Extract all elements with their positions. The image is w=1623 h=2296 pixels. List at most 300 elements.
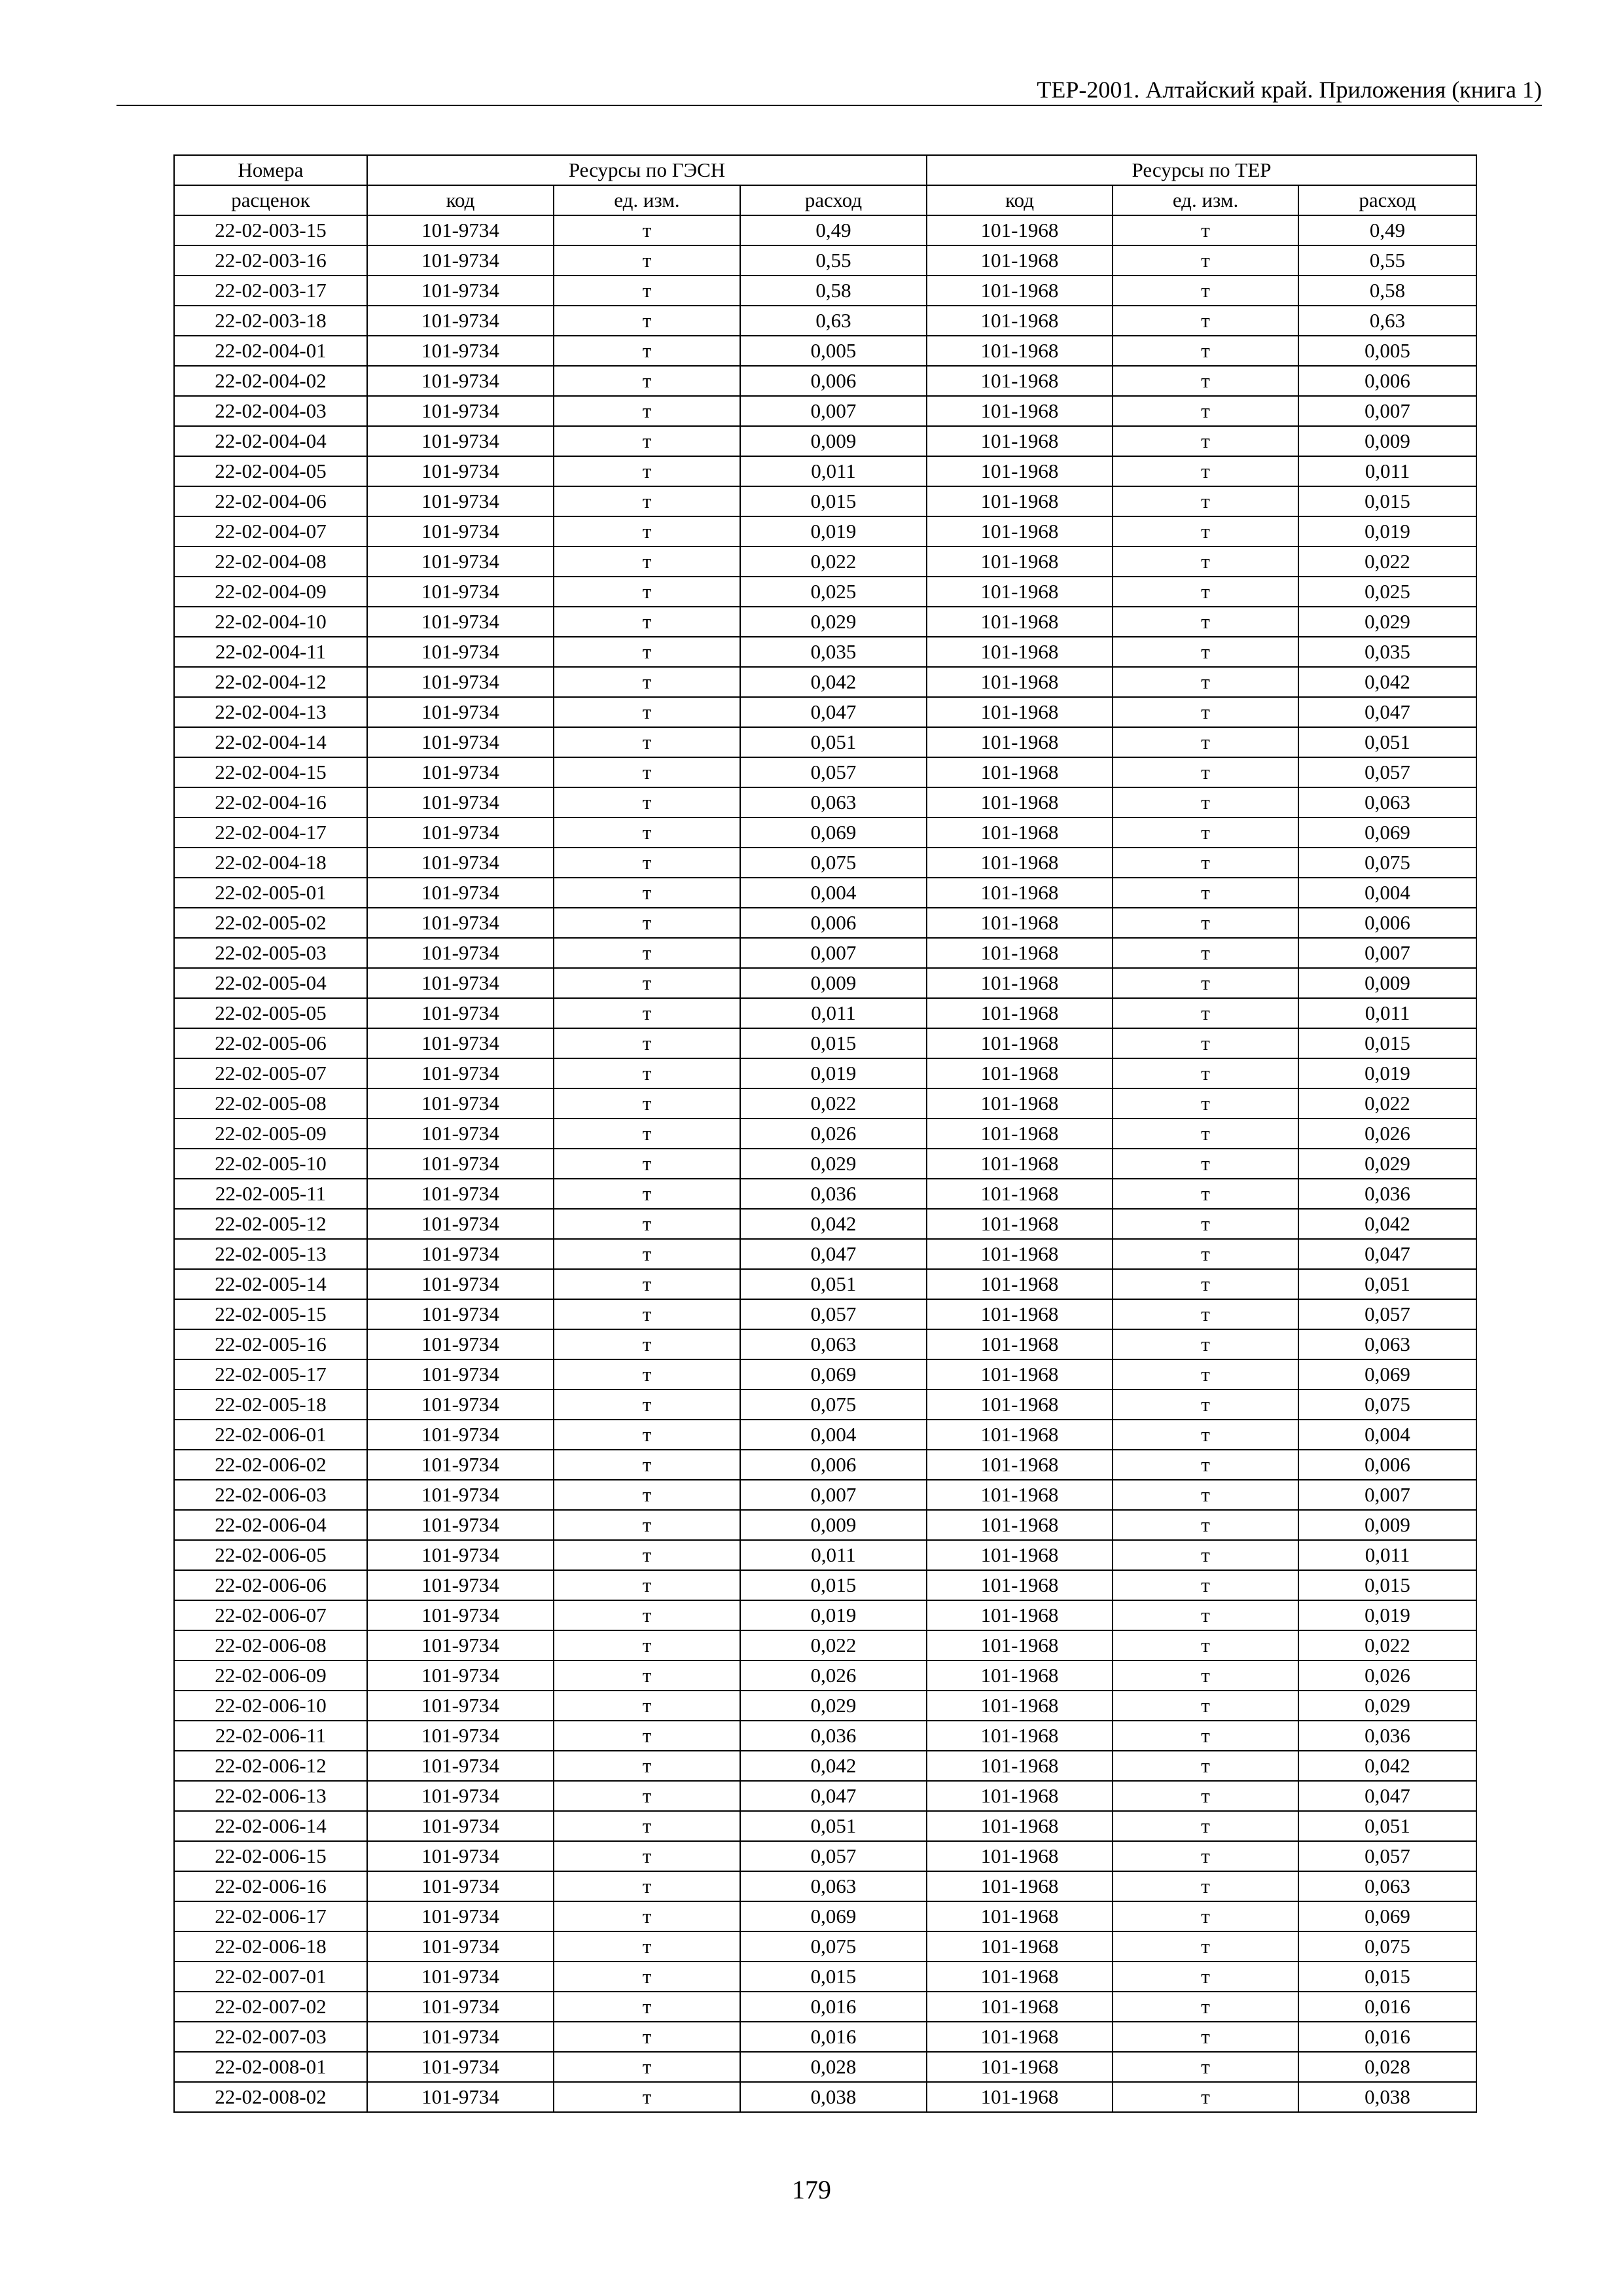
header-gesn-amount: расход	[740, 185, 927, 215]
cell-gesn-code: 101-9734	[367, 727, 554, 757]
table-row	[174, 306, 1476, 336]
cell-ter-code: 101-1968	[927, 1901, 1113, 1931]
cell-ter-unit: т	[1113, 426, 1298, 456]
cell-ter-amount: 0,026	[1298, 1119, 1476, 1149]
cell-gesn-code: 101-9734	[367, 1510, 554, 1540]
header-ter-code: код	[927, 185, 1113, 215]
cell-gesn-code: 101-9734	[367, 456, 554, 486]
cell-gesn-amount: 0,063	[740, 787, 927, 817]
cell-ter-unit: т	[1113, 1299, 1298, 1329]
cell-gesn-unit: т	[554, 1450, 740, 1480]
cell-rate-number: 22-02-005-09	[174, 1119, 367, 1149]
table-row	[174, 1570, 1476, 1600]
cell-ter-amount: 0,015	[1298, 1028, 1476, 1058]
table-row	[174, 1901, 1476, 1931]
cell-ter-amount: 0,016	[1298, 2022, 1476, 2052]
cell-ter-code: 101-1968	[927, 1359, 1113, 1390]
cell-rate-number: 22-02-004-11	[174, 637, 367, 667]
cell-ter-amount: 0,49	[1298, 215, 1476, 245]
cell-ter-code: 101-1968	[927, 577, 1113, 607]
cell-gesn-code: 101-9734	[367, 607, 554, 637]
table-row	[174, 1630, 1476, 1660]
cell-ter-amount: 0,015	[1298, 486, 1476, 516]
cell-ter-code: 101-1968	[927, 2052, 1113, 2082]
cell-ter-unit: т	[1113, 1420, 1298, 1450]
cell-gesn-unit: т	[554, 1058, 740, 1088]
cell-gesn-amount: 0,036	[740, 1179, 927, 1209]
cell-rate-number: 22-02-006-08	[174, 1630, 367, 1660]
cell-gesn-amount: 0,035	[740, 637, 927, 667]
cell-rate-number: 22-02-006-05	[174, 1540, 367, 1570]
cell-gesn-amount: 0,026	[740, 1119, 927, 1149]
cell-ter-code: 101-1968	[927, 1570, 1113, 1600]
table-row	[174, 1871, 1476, 1901]
cell-ter-code: 101-1968	[927, 607, 1113, 637]
table-row	[174, 1239, 1476, 1269]
cell-ter-amount: 0,019	[1298, 1600, 1476, 1630]
cell-gesn-amount: 0,057	[740, 1299, 927, 1329]
cell-gesn-unit: т	[554, 1390, 740, 1420]
cell-ter-amount: 0,029	[1298, 1691, 1476, 1721]
cell-gesn-amount: 0,057	[740, 1841, 927, 1871]
cell-gesn-code: 101-9734	[367, 1721, 554, 1751]
cell-gesn-unit: т	[554, 1119, 740, 1149]
cell-rate-number: 22-02-006-09	[174, 1660, 367, 1691]
table-header	[174, 155, 1476, 215]
cell-gesn-unit: т	[554, 1781, 740, 1811]
cell-gesn-unit: т	[554, 1269, 740, 1299]
table-row	[174, 2082, 1476, 2112]
cell-gesn-unit: т	[554, 1570, 740, 1600]
cell-gesn-code: 101-9734	[367, 1299, 554, 1329]
cell-rate-number: 22-02-004-15	[174, 757, 367, 787]
cell-rate-number: 22-02-004-06	[174, 486, 367, 516]
cell-gesn-unit: т	[554, 968, 740, 998]
cell-ter-unit: т	[1113, 1841, 1298, 1871]
cell-gesn-unit: т	[554, 577, 740, 607]
cell-ter-amount: 0,004	[1298, 878, 1476, 908]
table-row	[174, 1841, 1476, 1871]
cell-gesn-code: 101-9734	[367, 1871, 554, 1901]
table-row	[174, 1420, 1476, 1450]
cell-gesn-code: 101-9734	[367, 787, 554, 817]
cell-ter-amount: 0,029	[1298, 607, 1476, 637]
cell-ter-code: 101-1968	[927, 426, 1113, 456]
cell-rate-number: 22-02-004-08	[174, 547, 367, 577]
table-body	[174, 215, 1476, 2112]
cell-ter-unit: т	[1113, 998, 1298, 1028]
page-number: 179	[792, 2175, 831, 2204]
header-rate-numbers: Номера	[174, 155, 367, 185]
cell-gesn-amount: 0,051	[740, 1269, 927, 1299]
cell-ter-amount: 0,011	[1298, 998, 1476, 1028]
cell-ter-amount: 0,069	[1298, 1359, 1476, 1390]
cell-ter-amount: 0,075	[1298, 1931, 1476, 1962]
table-row	[174, 757, 1476, 787]
rates-table	[173, 154, 1477, 2113]
cell-ter-unit: т	[1113, 516, 1298, 547]
cell-gesn-unit: т	[554, 547, 740, 577]
cell-rate-number: 22-02-008-01	[174, 2052, 367, 2082]
cell-ter-unit: т	[1113, 1992, 1298, 2022]
table-row	[174, 1992, 1476, 2022]
cell-gesn-unit: т	[554, 1149, 740, 1179]
cell-ter-code: 101-1968	[927, 1781, 1113, 1811]
cell-ter-amount: 0,005	[1298, 336, 1476, 366]
table-row	[174, 1329, 1476, 1359]
cell-gesn-unit: т	[554, 1600, 740, 1630]
cell-rate-number: 22-02-005-17	[174, 1359, 367, 1390]
cell-rate-number: 22-02-004-10	[174, 607, 367, 637]
cell-ter-amount: 0,58	[1298, 276, 1476, 306]
cell-gesn-unit: т	[554, 667, 740, 697]
cell-ter-amount: 0,042	[1298, 1751, 1476, 1781]
cell-rate-number: 22-02-007-01	[174, 1962, 367, 1992]
cell-gesn-code: 101-9734	[367, 1450, 554, 1480]
cell-gesn-unit: т	[554, 1691, 740, 1721]
cell-ter-amount: 0,047	[1298, 1781, 1476, 1811]
cell-gesn-unit: т	[554, 908, 740, 938]
cell-gesn-unit: т	[554, 396, 740, 426]
cell-gesn-unit: т	[554, 757, 740, 787]
cell-gesn-code: 101-9734	[367, 396, 554, 426]
cell-gesn-amount: 0,075	[740, 1931, 927, 1962]
cell-ter-code: 101-1968	[927, 336, 1113, 366]
cell-ter-code: 101-1968	[927, 1269, 1113, 1299]
cell-rate-number: 22-02-006-03	[174, 1480, 367, 1510]
cell-rate-number: 22-02-005-11	[174, 1179, 367, 1209]
cell-gesn-unit: т	[554, 1239, 740, 1269]
cell-ter-code: 101-1968	[927, 1811, 1113, 1841]
cell-ter-code: 101-1968	[927, 1871, 1113, 1901]
cell-gesn-code: 101-9734	[367, 637, 554, 667]
cell-gesn-code: 101-9734	[367, 1962, 554, 1992]
cell-ter-code: 101-1968	[927, 938, 1113, 968]
table-row	[174, 998, 1476, 1028]
cell-ter-code: 101-1968	[927, 396, 1113, 426]
table-row	[174, 1390, 1476, 1420]
cell-ter-unit: т	[1113, 1149, 1298, 1179]
cell-gesn-code: 101-9734	[367, 1660, 554, 1691]
table-row	[174, 486, 1476, 516]
table-row	[174, 1058, 1476, 1088]
cell-ter-code: 101-1968	[927, 486, 1113, 516]
cell-gesn-unit: т	[554, 938, 740, 968]
cell-gesn-code: 101-9734	[367, 215, 554, 245]
cell-ter-unit: т	[1113, 577, 1298, 607]
cell-gesn-amount: 0,011	[740, 998, 927, 1028]
table-row	[174, 1209, 1476, 1239]
cell-ter-amount: 0,063	[1298, 787, 1476, 817]
cell-ter-amount: 0,051	[1298, 1811, 1476, 1841]
cell-ter-code: 101-1968	[927, 1450, 1113, 1480]
cell-ter-unit: т	[1113, 667, 1298, 697]
cell-ter-code: 101-1968	[927, 1660, 1113, 1691]
cell-ter-amount: 0,55	[1298, 245, 1476, 276]
cell-rate-number: 22-02-004-17	[174, 817, 367, 848]
cell-ter-unit: т	[1113, 366, 1298, 396]
cell-gesn-code: 101-9734	[367, 1811, 554, 1841]
table-row	[174, 1781, 1476, 1811]
cell-gesn-amount: 0,63	[740, 306, 927, 336]
cell-ter-amount: 0,015	[1298, 1570, 1476, 1600]
cell-ter-code: 101-1968	[927, 2022, 1113, 2052]
cell-gesn-unit: т	[554, 306, 740, 336]
cell-ter-code: 101-1968	[927, 1179, 1113, 1209]
cell-rate-number: 22-02-003-17	[174, 276, 367, 306]
cell-gesn-code: 101-9734	[367, 336, 554, 366]
cell-gesn-code: 101-9734	[367, 667, 554, 697]
cell-ter-code: 101-1968	[927, 1209, 1113, 1239]
cell-ter-unit: т	[1113, 1811, 1298, 1841]
cell-ter-unit: т	[1113, 245, 1298, 276]
cell-gesn-unit: т	[554, 276, 740, 306]
cell-ter-code: 101-1968	[927, 817, 1113, 848]
header-gesn-code: код	[367, 185, 554, 215]
cell-ter-amount: 0,006	[1298, 1450, 1476, 1480]
cell-gesn-code: 101-9734	[367, 1931, 554, 1962]
cell-gesn-unit: т	[554, 1299, 740, 1329]
cell-gesn-amount: 0,029	[740, 607, 927, 637]
cell-ter-code: 101-1968	[927, 1931, 1113, 1962]
cell-gesn-amount: 0,49	[740, 215, 927, 245]
cell-gesn-amount: 0,075	[740, 1390, 927, 1420]
cell-gesn-unit: т	[554, 1028, 740, 1058]
cell-ter-unit: т	[1113, 2022, 1298, 2052]
cell-gesn-code: 101-9734	[367, 998, 554, 1028]
cell-ter-code: 101-1968	[927, 727, 1113, 757]
cell-gesn-unit: т	[554, 215, 740, 245]
cell-gesn-code: 101-9734	[367, 276, 554, 306]
cell-gesn-amount: 0,022	[740, 547, 927, 577]
cell-ter-amount: 0,011	[1298, 1540, 1476, 1570]
cell-gesn-unit: т	[554, 878, 740, 908]
cell-ter-code: 101-1968	[927, 1390, 1113, 1420]
cell-gesn-unit: т	[554, 1992, 740, 2022]
cell-rate-number: 22-02-004-05	[174, 456, 367, 486]
cell-ter-unit: т	[1113, 1871, 1298, 1901]
cell-gesn-code: 101-9734	[367, 306, 554, 336]
table-row	[174, 878, 1476, 908]
cell-ter-unit: т	[1113, 1962, 1298, 1992]
table-row	[174, 1691, 1476, 1721]
cell-gesn-code: 101-9734	[367, 1269, 554, 1299]
cell-rate-number: 22-02-005-16	[174, 1329, 367, 1359]
cell-ter-unit: т	[1113, 396, 1298, 426]
cell-ter-unit: т	[1113, 727, 1298, 757]
cell-rate-number: 22-02-003-16	[174, 245, 367, 276]
cell-ter-amount: 0,022	[1298, 1630, 1476, 1660]
cell-gesn-code: 101-9734	[367, 547, 554, 577]
cell-gesn-amount: 0,075	[740, 848, 927, 878]
cell-ter-code: 101-1968	[927, 1841, 1113, 1871]
cell-gesn-amount: 0,026	[740, 1660, 927, 1691]
cell-gesn-amount: 0,006	[740, 366, 927, 396]
cell-rate-number: 22-02-005-05	[174, 998, 367, 1028]
cell-rate-number: 22-02-004-16	[174, 787, 367, 817]
cell-gesn-amount: 0,009	[740, 426, 927, 456]
cell-ter-unit: т	[1113, 1901, 1298, 1931]
cell-gesn-unit: т	[554, 2052, 740, 2082]
cell-ter-code: 101-1968	[927, 456, 1113, 486]
cell-gesn-code: 101-9734	[367, 1179, 554, 1209]
cell-rate-number: 22-02-005-06	[174, 1028, 367, 1058]
cell-gesn-amount: 0,58	[740, 276, 927, 306]
cell-ter-unit: т	[1113, 1630, 1298, 1660]
cell-ter-code: 101-1968	[927, 637, 1113, 667]
cell-gesn-amount: 0,069	[740, 1901, 927, 1931]
cell-gesn-amount: 0,047	[740, 1239, 927, 1269]
cell-gesn-unit: т	[554, 1480, 740, 1510]
table-row	[174, 1179, 1476, 1209]
cell-rate-number: 22-02-004-04	[174, 426, 367, 456]
cell-rate-number: 22-02-005-13	[174, 1239, 367, 1269]
cell-gesn-code: 101-9734	[367, 2022, 554, 2052]
cell-ter-amount: 0,009	[1298, 1510, 1476, 1540]
cell-ter-amount: 0,047	[1298, 1239, 1476, 1269]
cell-ter-code: 101-1968	[927, 306, 1113, 336]
cell-ter-code: 101-1968	[927, 1751, 1113, 1781]
cell-rate-number: 22-02-004-03	[174, 396, 367, 426]
cell-rate-number: 22-02-005-12	[174, 1209, 367, 1239]
cell-gesn-unit: т	[554, 516, 740, 547]
cell-gesn-amount: 0,019	[740, 1600, 927, 1630]
cell-gesn-unit: т	[554, 1660, 740, 1691]
cell-gesn-code: 101-9734	[367, 516, 554, 547]
cell-gesn-amount: 0,015	[740, 1962, 927, 1992]
cell-ter-code: 101-1968	[927, 1420, 1113, 1450]
cell-gesn-amount: 0,007	[740, 396, 927, 426]
cell-ter-amount: 0,036	[1298, 1179, 1476, 1209]
cell-ter-unit: т	[1113, 908, 1298, 938]
cell-rate-number: 22-02-006-11	[174, 1721, 367, 1751]
cell-ter-amount: 0,006	[1298, 908, 1476, 938]
table-row	[174, 547, 1476, 577]
header-gesn-unit: ед. изм.	[554, 185, 740, 215]
cell-ter-code: 101-1968	[927, 1691, 1113, 1721]
cell-ter-unit: т	[1113, 1660, 1298, 1691]
cell-ter-amount: 0,025	[1298, 577, 1476, 607]
cell-gesn-code: 101-9734	[367, 1329, 554, 1359]
cell-ter-amount: 0,063	[1298, 1871, 1476, 1901]
cell-ter-amount: 0,007	[1298, 938, 1476, 968]
cell-gesn-amount: 0,007	[740, 938, 927, 968]
cell-gesn-amount: 0,005	[740, 336, 927, 366]
cell-ter-code: 101-1968	[927, 1028, 1113, 1058]
cell-ter-code: 101-1968	[927, 1510, 1113, 1540]
cell-rate-number: 22-02-006-18	[174, 1931, 367, 1962]
cell-ter-code: 101-1968	[927, 1239, 1113, 1269]
header-rule	[116, 105, 1542, 106]
header-ter-resources: Ресурсы по ТЕР	[927, 155, 1476, 185]
table-row	[174, 1600, 1476, 1630]
cell-ter-code: 101-1968	[927, 1329, 1113, 1359]
table-row	[174, 2052, 1476, 2082]
cell-ter-amount: 0,016	[1298, 1992, 1476, 2022]
cell-gesn-amount: 0,051	[740, 727, 927, 757]
table-row	[174, 2022, 1476, 2052]
cell-gesn-amount: 0,042	[740, 1209, 927, 1239]
cell-ter-code: 101-1968	[927, 968, 1113, 998]
cell-ter-code: 101-1968	[927, 787, 1113, 817]
cell-gesn-code: 101-9734	[367, 2082, 554, 2112]
cell-gesn-code: 101-9734	[367, 1691, 554, 1721]
cell-gesn-amount: 0,006	[740, 1450, 927, 1480]
cell-gesn-amount: 0,063	[740, 1871, 927, 1901]
cell-gesn-unit: т	[554, 1420, 740, 1450]
cell-gesn-unit: т	[554, 817, 740, 848]
cell-gesn-code: 101-9734	[367, 245, 554, 276]
cell-rate-number: 22-02-005-04	[174, 968, 367, 998]
cell-rate-number: 22-02-004-13	[174, 697, 367, 727]
table-row	[174, 787, 1476, 817]
cell-gesn-amount: 0,029	[740, 1691, 927, 1721]
cell-ter-code: 101-1968	[927, 878, 1113, 908]
cell-gesn-code: 101-9734	[367, 1540, 554, 1570]
cell-ter-code: 101-1968	[927, 1149, 1113, 1179]
cell-ter-code: 101-1968	[927, 2082, 1113, 2112]
cell-gesn-amount: 0,009	[740, 968, 927, 998]
table-row	[174, 1149, 1476, 1179]
cell-ter-unit: т	[1113, 1721, 1298, 1751]
cell-gesn-amount: 0,019	[740, 516, 927, 547]
cell-gesn-unit: т	[554, 998, 740, 1028]
cell-gesn-unit: т	[554, 1510, 740, 1540]
cell-ter-amount: 0,004	[1298, 1420, 1476, 1450]
cell-rate-number: 22-02-006-16	[174, 1871, 367, 1901]
cell-gesn-unit: т	[554, 486, 740, 516]
cell-gesn-unit: т	[554, 1359, 740, 1390]
table-row	[174, 1931, 1476, 1962]
cell-gesn-amount: 0,047	[740, 1781, 927, 1811]
table-row	[174, 456, 1476, 486]
cell-gesn-unit: т	[554, 456, 740, 486]
cell-ter-amount: 0,075	[1298, 848, 1476, 878]
cell-ter-unit: т	[1113, 215, 1298, 245]
cell-ter-unit: т	[1113, 1570, 1298, 1600]
table-row	[174, 1088, 1476, 1119]
table-header-row-columns	[174, 185, 1476, 215]
table-row	[174, 938, 1476, 968]
cell-rate-number: 22-02-004-02	[174, 366, 367, 396]
cell-ter-amount: 0,029	[1298, 1149, 1476, 1179]
table-row	[174, 1962, 1476, 1992]
cell-ter-code: 101-1968	[927, 547, 1113, 577]
cell-ter-unit: т	[1113, 1600, 1298, 1630]
header-ter-unit: ед. изм.	[1113, 185, 1298, 215]
cell-gesn-code: 101-9734	[367, 757, 554, 787]
cell-gesn-code: 101-9734	[367, 1149, 554, 1179]
cell-rate-number: 22-02-004-09	[174, 577, 367, 607]
header-ter-amount: расход	[1298, 185, 1476, 215]
table-row	[174, 1269, 1476, 1299]
cell-gesn-code: 101-9734	[367, 1901, 554, 1931]
cell-gesn-unit: т	[554, 787, 740, 817]
cell-gesn-amount: 0,015	[740, 1570, 927, 1600]
table-row	[174, 577, 1476, 607]
cell-gesn-code: 101-9734	[367, 577, 554, 607]
cell-gesn-amount: 0,025	[740, 577, 927, 607]
cell-ter-amount: 0,069	[1298, 1901, 1476, 1931]
cell-gesn-code: 101-9734	[367, 486, 554, 516]
cell-ter-code: 101-1968	[927, 1962, 1113, 1992]
cell-ter-unit: т	[1113, 1028, 1298, 1058]
cell-rate-number: 22-02-006-06	[174, 1570, 367, 1600]
cell-ter-unit: т	[1113, 1329, 1298, 1359]
cell-ter-amount: 0,011	[1298, 456, 1476, 486]
cell-rate-number: 22-02-005-02	[174, 908, 367, 938]
cell-gesn-code: 101-9734	[367, 697, 554, 727]
